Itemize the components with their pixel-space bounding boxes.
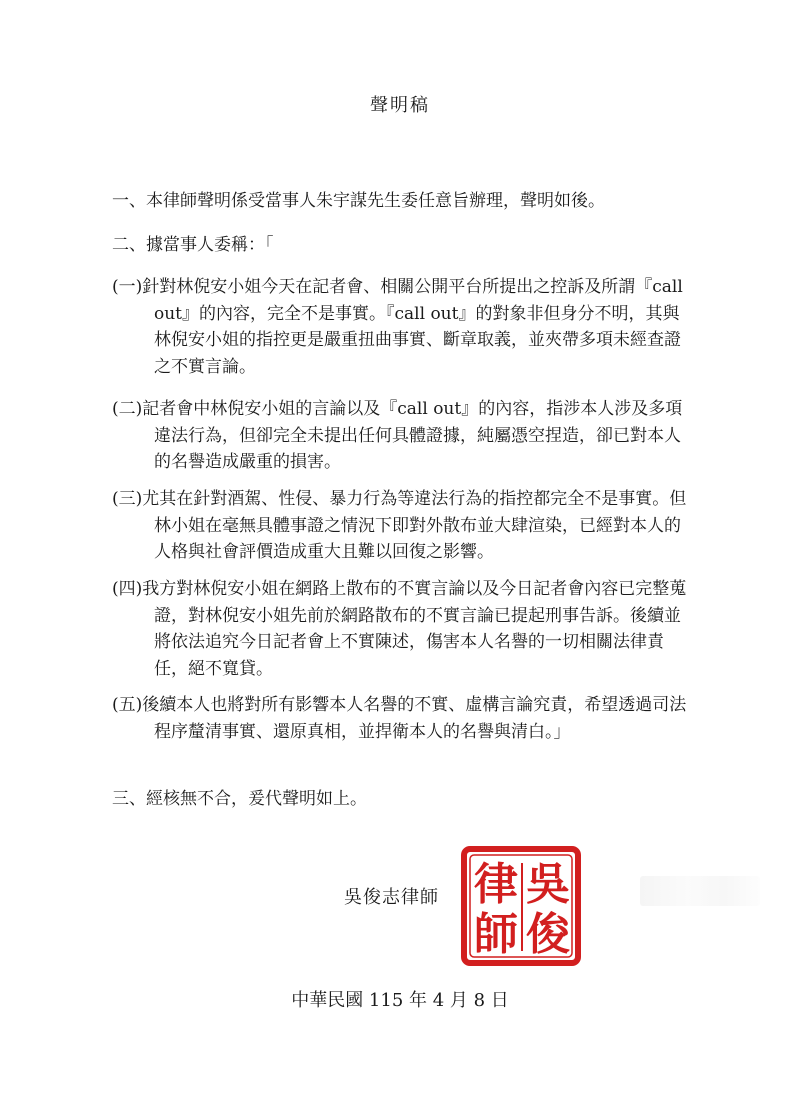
document-title: 聲明稿: [370, 95, 430, 116]
seal-char-5: 師: [474, 909, 518, 960]
lawyer-seal-stamp: [458, 843, 584, 969]
statement-item-1: [112, 274, 692, 380]
statement-item-1-text: (一)針對林倪安小姐今天在記者會、相關公開平台所提出之控訴及所謂『call out』的內容，完全不是事實。『call out』的對象非但身分不明，其與林倪安小姐的指控更是嚴重扭曲事實、斷章取義，並夾帶多項未經查證之不實言論。: [112, 277, 683, 377]
statement-item-3-text: (三)尤其在針對酒駕、性侵、暴力行為等違法行為的指控都完全不是事實。但林小姐在毫無具體事證之情況下即對外散布並大肆渲染，已經對本人的人格與社會評價造成重大且難以回復之影響。: [112, 489, 687, 562]
seal-char-1: 吳: [526, 859, 570, 910]
statement-item-2-text: (二)記者會中林倪安小姐的言論以及『call out』的內容，指涉本人涉及多項違法行為，但卻完全未提出任何具體證據，純屬憑空捏造，卻已對本人的名譽造成嚴重的損害。: [112, 399, 683, 472]
intro-paragraph-2: 二、據當事人委稱：「: [112, 235, 274, 255]
document-date: 中華民國 115 年 4 月 8 日: [291, 990, 509, 1011]
intro-paragraph-1: 一、本律師聲明係受當事人朱宇謀先生委任意旨辦理，聲明如後。: [112, 191, 605, 211]
statement-item-5-text: (五)後續本人也將對所有影響本人名譽的不實、虛構言論究責，希望透過司法程序釐清事實、還原真相，並捍衛本人的名譽與清白。」: [112, 695, 687, 742]
seal-char-4: 律: [474, 859, 518, 910]
closing-paragraph: 三、經核無不合，爰代聲明如上。: [112, 789, 367, 809]
statement-item-4-text: (四)我方對林倪安小姐在網路上散布的不實言論以及今日記者會內容已完整蒐證，對林倪安小姐先前於網路散布的不實言論已提起刑事告訴。後續並將依法追究今日記者會上不實陳述，傷害本人名譽的一切相關法律責任，絕不寬貸。: [112, 579, 687, 679]
faint-mark: [640, 876, 760, 906]
statement-item-3: [112, 486, 692, 566]
signer-name: 吳俊志律師: [344, 887, 439, 908]
statement-item-5: [112, 692, 692, 745]
statement-item-4: [112, 576, 692, 682]
seal-char-2: 俊: [526, 909, 570, 960]
statement-item-2: [112, 396, 692, 476]
